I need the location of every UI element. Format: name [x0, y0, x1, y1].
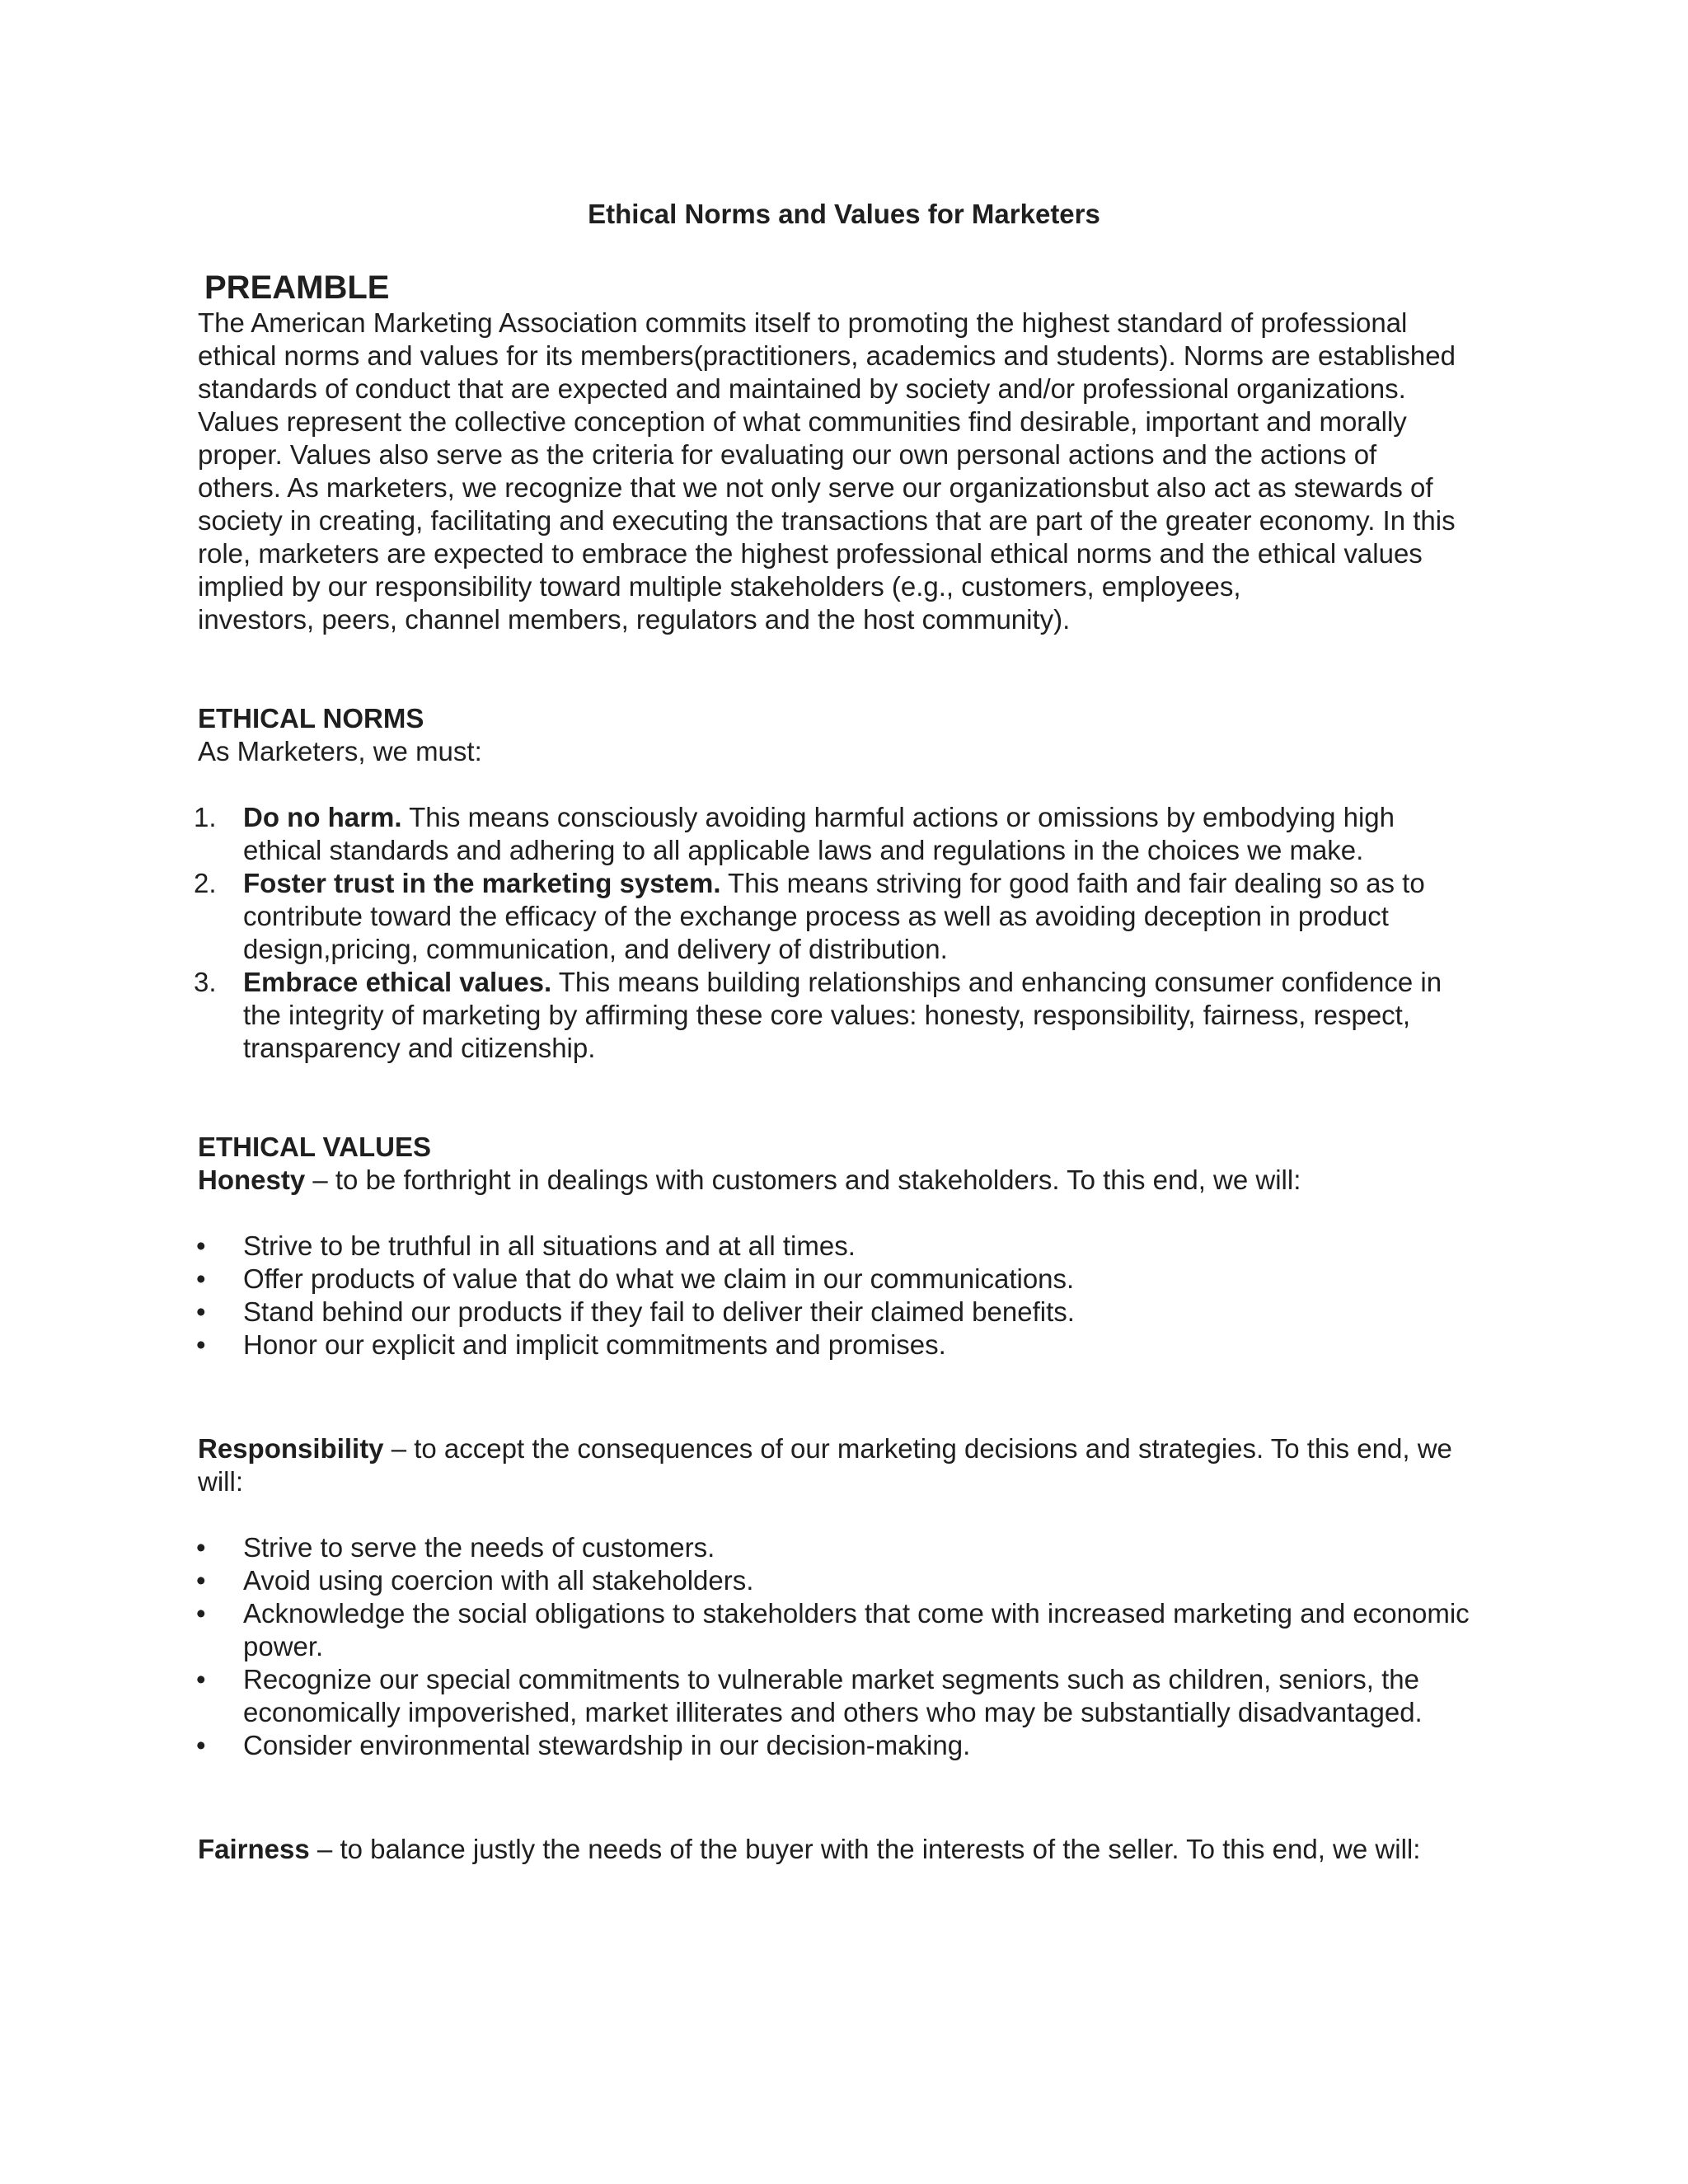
preamble-line: others. As marketers, we recognize that we not only serve our organizationsbut also act as stewards of — [198, 472, 1433, 503]
list-item — [194, 966, 1500, 1065]
value-term: Honesty — [198, 1165, 306, 1195]
list-item — [194, 867, 1500, 966]
document-body — [194, 269, 1500, 1866]
spacer — [198, 1065, 1500, 1131]
fairness-definition — [198, 1833, 1500, 1866]
list-item-text: Consider environmental stewardship in our decision-making. — [243, 1730, 971, 1760]
preamble-paragraph — [198, 307, 1500, 636]
list-number: 3. — [194, 967, 217, 997]
list-item-text: Honor our explicit and implicit commitments and promises. — [243, 1329, 946, 1360]
list-item — [198, 1597, 1500, 1663]
spacer — [198, 1197, 1500, 1230]
ethical-norms-heading: ETHICAL NORMS — [198, 703, 424, 733]
value-definition-cont: will: — [198, 1466, 243, 1497]
ethical-values-heading: ETHICAL VALUES — [198, 1132, 431, 1162]
list-item — [198, 1263, 1500, 1296]
list-item — [198, 1729, 1500, 1762]
spacer — [198, 1361, 1500, 1432]
list-item — [198, 1564, 1500, 1597]
bullet-icon: • — [196, 1532, 206, 1563]
norm-text-line: contribute toward the efficacy of the exchange process as well as avoiding deception in product — [243, 901, 1389, 931]
value-definition: – to be forthright in dealings with customers and stakeholders. To this end, we will: — [305, 1165, 1301, 1195]
preamble-line: role, marketers are expected to embrace the highest professional ethical norms and the ethical values — [198, 538, 1423, 569]
list-item — [198, 1531, 1500, 1564]
preamble-line: Values represent the collective conception of what communities find desirable, important and morally — [198, 406, 1407, 437]
spacer — [198, 1762, 1500, 1833]
responsibility-definition — [198, 1432, 1500, 1498]
ethical-norms-list — [194, 801, 1500, 1065]
norm-text: This means striving for good faith and fair dealing so as to — [720, 868, 1425, 898]
spacer — [198, 1498, 1500, 1531]
list-item-text-cont: economically impoverished, market illiterates and others who may be substantially disadvantaged. — [243, 1697, 1423, 1727]
list-number: 2. — [194, 868, 217, 898]
norm-text-line: ethical standards and adhering to all applicable laws and regulations in the choices we make. — [243, 835, 1364, 865]
bullet-icon: • — [196, 1329, 206, 1360]
norm-title: Do no harm. — [243, 802, 402, 832]
list-item — [198, 1663, 1500, 1729]
preamble-line: ethical norms and values for its members(practitioners, academics and students). Norms are established — [198, 340, 1456, 371]
norm-text: This means consciously avoiding harmful actions or omissions by embodying high — [401, 802, 1395, 832]
list-number: 1. — [194, 802, 217, 832]
preamble-line: investors, peers, channel members, regulators and the host community). — [198, 604, 1071, 635]
preamble-line: standards of conduct that are expected and maintained by society and/or professional organizations. — [198, 373, 1406, 404]
preamble-line: society in creating, facilitating and executing the transactions that are part of the greater economy. In this — [198, 505, 1456, 536]
list-item-text: Acknowledge the social obligations to stakeholders that come with increased marketing and economic — [243, 1598, 1470, 1629]
ethical-norms-intro: As Marketers, we must: — [198, 736, 482, 766]
value-definition: – to accept the consequences of our marketing decisions and strategies. To this end, we — [383, 1433, 1452, 1464]
bullet-icon: • — [196, 1296, 206, 1327]
responsibility-list — [198, 1531, 1500, 1762]
norm-text-line: the integrity of marketing by affirming these core values: honesty, responsibility, fairness, respect, — [243, 1000, 1411, 1030]
list-item-text: Recognize our special commitments to vulnerable market segments such as children, seniors, the — [243, 1664, 1419, 1694]
value-term: Responsibility — [198, 1433, 384, 1464]
norm-title: Embrace ethical values. — [243, 967, 552, 997]
bullet-icon: • — [196, 1565, 206, 1596]
list-item-text: Offer products of value that do what we claim in our communications. — [243, 1263, 1075, 1294]
value-definition: – to balance justly the needs of the buyer with the interests of the seller. To this end, we will: — [309, 1834, 1421, 1864]
bullet-icon: • — [196, 1263, 206, 1294]
bullet-icon: • — [196, 1598, 206, 1629]
list-item-text: Stand behind our products if they fail to deliver their claimed benefits. — [243, 1296, 1075, 1327]
list-item — [194, 801, 1500, 867]
bullet-icon: • — [196, 1730, 206, 1760]
honesty-definition — [198, 1164, 1500, 1197]
list-item-text-cont: power. — [243, 1631, 324, 1661]
norm-title: Foster trust in the marketing system. — [243, 868, 721, 898]
list-item-text: Avoid using coercion with all stakeholders. — [243, 1565, 754, 1596]
list-item-text: Strive to be truthful in all situations and at all times. — [243, 1230, 856, 1261]
honesty-list — [198, 1230, 1500, 1361]
norm-text-line: transparency and citizenship. — [243, 1033, 596, 1063]
list-item — [198, 1230, 1500, 1263]
document-title: Ethical Norms and Values for Marketers — [588, 199, 1100, 229]
list-item-text: Strive to serve the needs of customers. — [243, 1532, 715, 1563]
spacer — [198, 636, 1500, 702]
value-term: Fairness — [198, 1834, 310, 1864]
preamble-line: proper. Values also serve as the criteria for evaluating our own personal actions and the actions of — [198, 439, 1377, 470]
bullet-icon: • — [196, 1230, 206, 1261]
preamble-heading: PREAMBLE — [204, 269, 390, 306]
preamble-line: The American Marketing Association commits itself to promoting the highest standard of professional — [198, 307, 1408, 338]
spacer — [198, 768, 1500, 801]
norm-text-line: design,pricing, communication, and delivery of distribution. — [243, 934, 948, 964]
preamble-line: implied by our responsibility toward multiple stakeholders (e.g., customers, employees, — [198, 571, 1241, 602]
norm-text: This means building relationships and enhancing consumer confidence in — [551, 967, 1442, 997]
list-item — [198, 1296, 1500, 1329]
list-item — [198, 1329, 1500, 1361]
bullet-icon: • — [196, 1664, 206, 1694]
